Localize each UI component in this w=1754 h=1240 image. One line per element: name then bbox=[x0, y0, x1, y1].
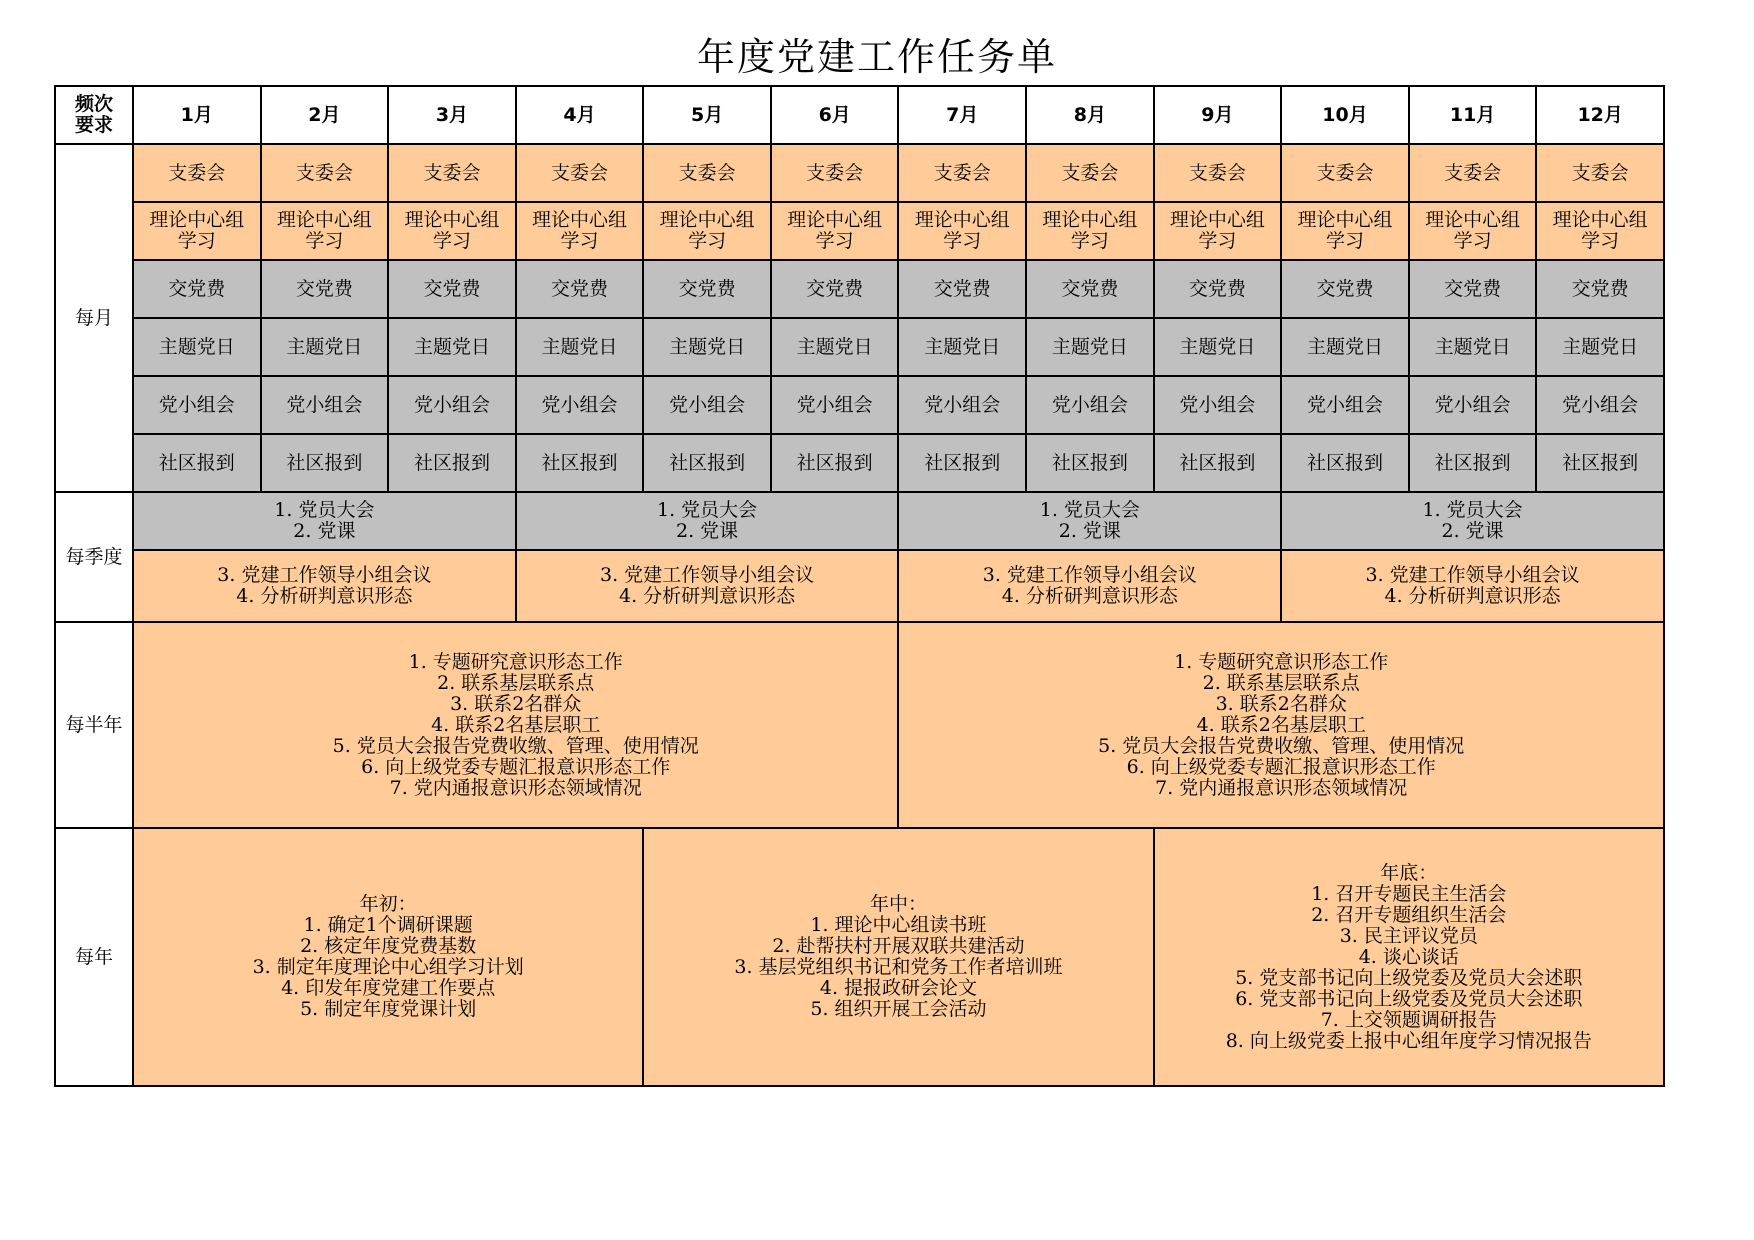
monthly-task-cell: 交党费 bbox=[1281, 260, 1409, 318]
header-month: 1月 bbox=[133, 86, 261, 144]
quarterly-task-cell: 1. 党员大会 2. 党课 bbox=[898, 492, 1281, 550]
monthly-task-cell: 主题党日 bbox=[1409, 318, 1537, 376]
quarterly-task-cell: 1. 党员大会 2. 党课 bbox=[133, 492, 516, 550]
frequency-label-quarterly: 每季度 bbox=[55, 492, 133, 622]
quarterly-task-cell: 1. 党员大会 2. 党课 bbox=[1281, 492, 1664, 550]
monthly-task-cell: 社区报到 bbox=[1281, 434, 1409, 492]
monthly-task-cell: 支委会 bbox=[516, 144, 644, 202]
monthly-task-cell: 党小组会 bbox=[388, 376, 516, 434]
monthly-task-cell: 理论中心组 学习 bbox=[1026, 202, 1154, 260]
monthly-task-cell: 主题党日 bbox=[1026, 318, 1154, 376]
monthly-task-cell: 社区报到 bbox=[516, 434, 644, 492]
monthly-task-cell: 支委会 bbox=[1409, 144, 1537, 202]
monthly-task-cell: 支委会 bbox=[1281, 144, 1409, 202]
monthly-task-cell: 支委会 bbox=[771, 144, 899, 202]
monthly-task-cell: 主题党日 bbox=[388, 318, 516, 376]
monthly-task-cell: 主题党日 bbox=[643, 318, 771, 376]
yearly-begin-cell: 年初： 1. 确定1个调研课题 2. 核定年度党费基数 3. 制定年度理论中心组学习计划 4. 印发年度党建工作要点 5. 制定年度党课计划 bbox=[133, 828, 643, 1086]
monthly-task-cell: 交党费 bbox=[1409, 260, 1537, 318]
monthly-row bbox=[55, 318, 1664, 376]
task-table bbox=[54, 85, 1665, 1087]
monthly-task-cell: 理论中心组 学习 bbox=[516, 202, 644, 260]
header-month: 5月 bbox=[643, 86, 771, 144]
header-month: 12月 bbox=[1536, 86, 1664, 144]
header-frequency-cell: 频次 要求 bbox=[55, 86, 133, 144]
yearly-row bbox=[55, 828, 1664, 1086]
monthly-task-cell: 理论中心组 学习 bbox=[1409, 202, 1537, 260]
monthly-task-cell: 交党费 bbox=[1154, 260, 1282, 318]
monthly-row bbox=[55, 376, 1664, 434]
monthly-task-cell: 党小组会 bbox=[771, 376, 899, 434]
monthly-task-cell: 理论中心组 学习 bbox=[133, 202, 261, 260]
monthly-task-cell: 社区报到 bbox=[1154, 434, 1282, 492]
monthly-task-cell: 支委会 bbox=[133, 144, 261, 202]
monthly-task-cell: 主题党日 bbox=[771, 318, 899, 376]
monthly-task-cell: 理论中心组 学习 bbox=[1536, 202, 1664, 260]
quarterly-task-cell: 3. 党建工作领导小组会议 4. 分析研判意识形态 bbox=[133, 550, 516, 622]
monthly-task-cell: 主题党日 bbox=[516, 318, 644, 376]
monthly-task-cell: 社区报到 bbox=[133, 434, 261, 492]
halfyear-task-cell: 1. 专题研究意识形态工作 2. 联系基层联系点 3. 联系2名群众 4. 联系2名基层职工 5. 党员大会报告党费收缴、管理、使用情况 6. 向上级党委专题汇报意识形态工作 7. 党内通报意识形态领域情况 bbox=[898, 622, 1664, 828]
monthly-task-cell: 党小组会 bbox=[1281, 376, 1409, 434]
monthly-task-cell: 社区报到 bbox=[1026, 434, 1154, 492]
halfyear-task-cell: 1. 专题研究意识形态工作 2. 联系基层联系点 3. 联系2名群众 4. 联系2名基层职工 5. 党员大会报告党费收缴、管理、使用情况 6. 向上级党委专题汇报意识形态工作 7. 党内通报意识形态领域情况 bbox=[133, 622, 898, 828]
monthly-task-cell: 交党费 bbox=[261, 260, 389, 318]
quarterly-task-cell: 3. 党建工作领导小组会议 4. 分析研判意识形态 bbox=[898, 550, 1281, 622]
monthly-task-cell: 党小组会 bbox=[1154, 376, 1282, 434]
monthly-task-cell: 理论中心组 学习 bbox=[643, 202, 771, 260]
monthly-task-cell: 交党费 bbox=[1536, 260, 1664, 318]
header-month: 10月 bbox=[1281, 86, 1409, 144]
header-month: 9月 bbox=[1154, 86, 1282, 144]
header-month: 6月 bbox=[771, 86, 899, 144]
halfyear-row bbox=[55, 622, 1664, 828]
frequency-label-yearly: 每年 bbox=[55, 828, 133, 1086]
monthly-task-cell: 支委会 bbox=[388, 144, 516, 202]
monthly-task-cell: 社区报到 bbox=[1409, 434, 1537, 492]
monthly-task-cell: 社区报到 bbox=[643, 434, 771, 492]
monthly-task-cell: 理论中心组 学习 bbox=[1154, 202, 1282, 260]
header-month: 4月 bbox=[516, 86, 644, 144]
frequency-label-halfyear: 每半年 bbox=[55, 622, 133, 828]
monthly-task-cell: 党小组会 bbox=[261, 376, 389, 434]
monthly-row bbox=[55, 202, 1664, 260]
monthly-task-cell: 党小组会 bbox=[1026, 376, 1154, 434]
monthly-task-cell: 党小组会 bbox=[516, 376, 644, 434]
quarterly-task-cell: 1. 党员大会 2. 党课 bbox=[516, 492, 899, 550]
header-month: 11月 bbox=[1409, 86, 1537, 144]
frequency-label-monthly: 每月 bbox=[55, 144, 133, 492]
monthly-task-cell: 主题党日 bbox=[1154, 318, 1282, 376]
monthly-task-cell: 主题党日 bbox=[1281, 318, 1409, 376]
monthly-row bbox=[55, 434, 1664, 492]
monthly-task-cell: 社区报到 bbox=[388, 434, 516, 492]
monthly-task-cell: 主题党日 bbox=[261, 318, 389, 376]
quarterly-task-cell: 3. 党建工作领导小组会议 4. 分析研判意识形态 bbox=[1281, 550, 1664, 622]
monthly-task-cell: 理论中心组 学习 bbox=[388, 202, 516, 260]
monthly-task-cell: 支委会 bbox=[1154, 144, 1282, 202]
monthly-task-cell: 交党费 bbox=[133, 260, 261, 318]
quarterly-row bbox=[55, 492, 1664, 550]
monthly-task-cell: 理论中心组 学习 bbox=[1281, 202, 1409, 260]
monthly-task-cell: 交党费 bbox=[898, 260, 1026, 318]
header-month: 3月 bbox=[388, 86, 516, 144]
monthly-task-cell: 社区报到 bbox=[261, 434, 389, 492]
monthly-task-cell: 支委会 bbox=[898, 144, 1026, 202]
monthly-task-cell: 社区报到 bbox=[1536, 434, 1664, 492]
monthly-task-cell: 理论中心组 学习 bbox=[261, 202, 389, 260]
monthly-task-cell: 交党费 bbox=[516, 260, 644, 318]
monthly-task-cell: 交党费 bbox=[1026, 260, 1154, 318]
header-month: 7月 bbox=[898, 86, 1026, 144]
monthly-task-cell: 社区报到 bbox=[898, 434, 1026, 492]
monthly-task-cell: 党小组会 bbox=[133, 376, 261, 434]
monthly-task-cell: 主题党日 bbox=[898, 318, 1026, 376]
monthly-task-cell: 社区报到 bbox=[771, 434, 899, 492]
monthly-task-cell: 理论中心组 学习 bbox=[771, 202, 899, 260]
monthly-task-cell: 交党费 bbox=[388, 260, 516, 318]
monthly-task-cell: 党小组会 bbox=[1409, 376, 1537, 434]
yearly-mid-cell: 年中： 1. 理论中心组读书班 2. 赴帮扶村开展双联共建活动 3. 基层党组织书记和党务工作者培训班 4. 提报政研会论文 5. 组织开展工会活动 bbox=[643, 828, 1153, 1086]
page-title: 年度党建工作任务单 bbox=[696, 35, 1057, 79]
monthly-task-cell: 支委会 bbox=[1026, 144, 1154, 202]
monthly-task-cell: 交党费 bbox=[771, 260, 899, 318]
monthly-task-cell: 支委会 bbox=[261, 144, 389, 202]
header-month: 8月 bbox=[1026, 86, 1154, 144]
monthly-task-cell: 理论中心组 学习 bbox=[898, 202, 1026, 260]
header-month: 2月 bbox=[261, 86, 389, 144]
yearly-end-cell: 年底： 1. 召开专题民主生活会 2. 召开专题组织生活会 3. 民主评议党员 4. 谈心谈话 5. 党支部书记向上级党委及党员大会述职 6. 党支部书记向上级党委及党员大会述职 7. 上交领题调研报告 8. 向上级党委上报中心组年度学习情况报告 bbox=[1154, 828, 1664, 1086]
monthly-task-cell: 交党费 bbox=[643, 260, 771, 318]
monthly-task-cell: 主题党日 bbox=[133, 318, 261, 376]
monthly-row bbox=[55, 144, 1664, 202]
header-row bbox=[55, 86, 1664, 144]
monthly-task-cell: 主题党日 bbox=[1536, 318, 1664, 376]
monthly-task-cell: 支委会 bbox=[643, 144, 771, 202]
quarterly-row bbox=[55, 550, 1664, 622]
monthly-task-cell: 党小组会 bbox=[1536, 376, 1664, 434]
monthly-task-cell: 支委会 bbox=[1536, 144, 1664, 202]
quarterly-task-cell: 3. 党建工作领导小组会议 4. 分析研判意识形态 bbox=[516, 550, 899, 622]
monthly-task-cell: 党小组会 bbox=[898, 376, 1026, 434]
monthly-row bbox=[55, 260, 1664, 318]
monthly-task-cell: 党小组会 bbox=[643, 376, 771, 434]
